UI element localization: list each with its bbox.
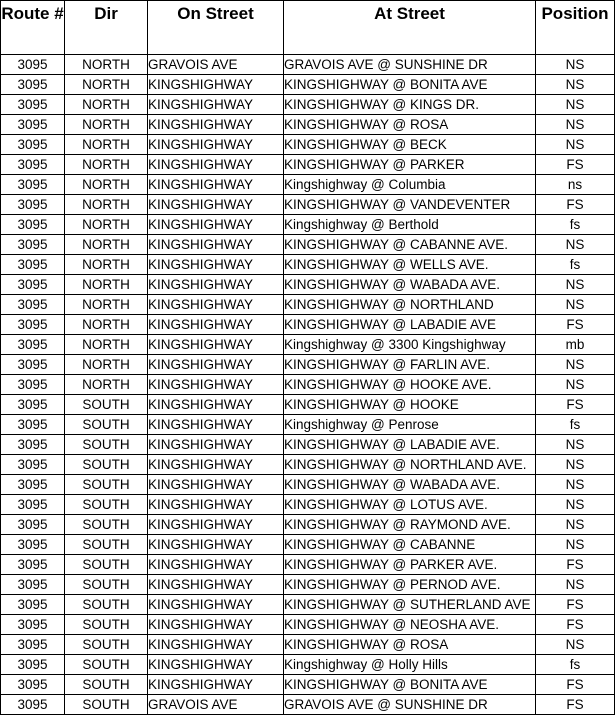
position-cell: NS bbox=[536, 355, 615, 375]
route-cell: 3095 bbox=[1, 495, 65, 515]
position-cell: NS bbox=[536, 535, 615, 555]
dir-cell: NORTH bbox=[65, 255, 148, 275]
position-cell: NS bbox=[536, 475, 615, 495]
position-cell: NS bbox=[536, 95, 615, 115]
position-cell: FS bbox=[536, 155, 615, 175]
dir-cell: NORTH bbox=[65, 55, 148, 75]
on-street-cell: KINGSHIGHWAY bbox=[148, 295, 284, 315]
dir-cell: SOUTH bbox=[65, 695, 148, 715]
position-cell: NS bbox=[536, 115, 615, 135]
at-street-cell: KINGSHIGHWAY @ HOOKE bbox=[284, 395, 536, 415]
on-street-cell: KINGSHIGHWAY bbox=[148, 655, 284, 675]
route-cell: 3095 bbox=[1, 235, 65, 255]
dir-cell: SOUTH bbox=[65, 655, 148, 675]
on-street-cell: KINGSHIGHWAY bbox=[148, 555, 284, 575]
on-street-cell: KINGSHIGHWAY bbox=[148, 195, 284, 215]
on-street-cell: KINGSHIGHWAY bbox=[148, 335, 284, 355]
table-row bbox=[1, 515, 615, 535]
route-cell: 3095 bbox=[1, 575, 65, 595]
dir-cell: NORTH bbox=[65, 175, 148, 195]
at-street-cell: KINGSHIGHWAY @ PERNOD AVE. bbox=[284, 575, 536, 595]
on-street-cell: KINGSHIGHWAY bbox=[148, 535, 284, 555]
at-street-cell: KINGSHIGHWAY @ LABADIE AVE. bbox=[284, 435, 536, 455]
table-row bbox=[1, 415, 615, 435]
on-street-cell: KINGSHIGHWAY bbox=[148, 275, 284, 295]
at-street-cell: GRAVOIS AVE @ SUNSHINE DR bbox=[284, 55, 536, 75]
route-cell: 3095 bbox=[1, 55, 65, 75]
table-row bbox=[1, 395, 615, 415]
dir-cell: SOUTH bbox=[65, 455, 148, 475]
table-row bbox=[1, 315, 615, 335]
position-cell: NS bbox=[536, 375, 615, 395]
position-cell: ns bbox=[536, 175, 615, 195]
at-street-cell: KINGSHIGHWAY @ WELLS AVE. bbox=[284, 255, 536, 275]
header-dir: Dir bbox=[65, 1, 148, 55]
at-street-cell: KINGSHIGHWAY @ CABANNE AVE. bbox=[284, 235, 536, 255]
table-row bbox=[1, 435, 615, 455]
at-street-cell: KINGSHIGHWAY @ LOTUS AVE. bbox=[284, 495, 536, 515]
at-street-cell: KINGSHIGHWAY @ FARLIN AVE. bbox=[284, 355, 536, 375]
table-row bbox=[1, 235, 615, 255]
position-cell: mb bbox=[536, 335, 615, 355]
on-street-cell: KINGSHIGHWAY bbox=[148, 315, 284, 335]
at-street-cell: Kingshighway @ Columbia bbox=[284, 175, 536, 195]
dir-cell: NORTH bbox=[65, 275, 148, 295]
dir-cell: NORTH bbox=[65, 195, 148, 215]
table-row bbox=[1, 575, 615, 595]
position-cell: fs bbox=[536, 415, 615, 435]
position-cell: FS bbox=[536, 695, 615, 715]
on-street-cell: KINGSHIGHWAY bbox=[148, 475, 284, 495]
on-street-cell: KINGSHIGHWAY bbox=[148, 595, 284, 615]
at-street-cell: KINGSHIGHWAY @ KINGS DR. bbox=[284, 95, 536, 115]
at-street-cell: KINGSHIGHWAY @ BONITA AVE bbox=[284, 75, 536, 95]
route-cell: 3095 bbox=[1, 355, 65, 375]
dir-cell: SOUTH bbox=[65, 595, 148, 615]
at-street-cell: KINGSHIGHWAY @ BONITA AVE bbox=[284, 675, 536, 695]
position-cell: fs bbox=[536, 215, 615, 235]
position-cell: NS bbox=[536, 455, 615, 475]
at-street-cell: Kingshighway @ Penrose bbox=[284, 415, 536, 435]
position-cell: NS bbox=[536, 275, 615, 295]
on-street-cell: KINGSHIGHWAY bbox=[148, 415, 284, 435]
at-street-cell: KINGSHIGHWAY @ RAYMOND AVE. bbox=[284, 515, 536, 535]
table-row bbox=[1, 495, 615, 515]
on-street-cell: KINGSHIGHWAY bbox=[148, 75, 284, 95]
header-on-street: On Street bbox=[148, 1, 284, 55]
route-cell: 3095 bbox=[1, 195, 65, 215]
route-cell: 3095 bbox=[1, 615, 65, 635]
at-street-cell: KINGSHIGHWAY @ PARKER AVE. bbox=[284, 555, 536, 575]
at-street-cell: KINGSHIGHWAY @ VANDEVENTER bbox=[284, 195, 536, 215]
table-row bbox=[1, 355, 615, 375]
table-row bbox=[1, 615, 615, 635]
at-street-cell: KINGSHIGHWAY @ SUTHERLAND AVE bbox=[284, 595, 536, 615]
route-cell: 3095 bbox=[1, 275, 65, 295]
dir-cell: NORTH bbox=[65, 95, 148, 115]
position-cell: NS bbox=[536, 235, 615, 255]
dir-cell: NORTH bbox=[65, 235, 148, 255]
header-row bbox=[1, 1, 615, 55]
table-row bbox=[1, 595, 615, 615]
dir-cell: NORTH bbox=[65, 155, 148, 175]
table-row bbox=[1, 655, 615, 675]
table-row bbox=[1, 175, 615, 195]
table-row bbox=[1, 535, 615, 555]
route-cell: 3095 bbox=[1, 435, 65, 455]
route-cell: 3095 bbox=[1, 555, 65, 575]
route-cell: 3095 bbox=[1, 415, 65, 435]
position-cell: FS bbox=[536, 615, 615, 635]
dir-cell: NORTH bbox=[65, 375, 148, 395]
route-cell: 3095 bbox=[1, 75, 65, 95]
route-cell: 3095 bbox=[1, 395, 65, 415]
route-cell: 3095 bbox=[1, 175, 65, 195]
at-street-cell: GRAVOIS AVE @ SUNSHINE DR bbox=[284, 695, 536, 715]
position-cell: fs bbox=[536, 255, 615, 275]
position-cell: NS bbox=[536, 435, 615, 455]
table-row bbox=[1, 475, 615, 495]
on-street-cell: KINGSHIGHWAY bbox=[148, 255, 284, 275]
table-row bbox=[1, 295, 615, 315]
at-street-cell: Kingshighway @ Berthold bbox=[284, 215, 536, 235]
route-cell: 3095 bbox=[1, 135, 65, 155]
dir-cell: NORTH bbox=[65, 295, 148, 315]
on-street-cell: KINGSHIGHWAY bbox=[148, 135, 284, 155]
table-row bbox=[1, 335, 615, 355]
at-street-cell: KINGSHIGHWAY @ PARKER bbox=[284, 155, 536, 175]
dir-cell: SOUTH bbox=[65, 515, 148, 535]
route-cell: 3095 bbox=[1, 115, 65, 135]
position-cell: NS bbox=[536, 515, 615, 535]
dir-cell: NORTH bbox=[65, 75, 148, 95]
table-row bbox=[1, 255, 615, 275]
header-at-street: At Street bbox=[284, 1, 536, 55]
at-street-cell: KINGSHIGHWAY @ ROSA bbox=[284, 635, 536, 655]
table-row bbox=[1, 555, 615, 575]
on-street-cell: KINGSHIGHWAY bbox=[148, 675, 284, 695]
on-street-cell: KINGSHIGHWAY bbox=[148, 515, 284, 535]
table-body bbox=[1, 55, 615, 715]
on-street-cell: GRAVOIS AVE bbox=[148, 55, 284, 75]
table-row bbox=[1, 115, 615, 135]
on-street-cell: KINGSHIGHWAY bbox=[148, 435, 284, 455]
route-cell: 3095 bbox=[1, 595, 65, 615]
on-street-cell: KINGSHIGHWAY bbox=[148, 95, 284, 115]
on-street-cell: KINGSHIGHWAY bbox=[148, 635, 284, 655]
at-street-cell: KINGSHIGHWAY @ NORTHLAND AVE. bbox=[284, 455, 536, 475]
table-row bbox=[1, 455, 615, 475]
at-street-cell: KINGSHIGHWAY @ ROSA bbox=[284, 115, 536, 135]
position-cell: FS bbox=[536, 555, 615, 575]
route-cell: 3095 bbox=[1, 295, 65, 315]
at-street-cell: KINGSHIGHWAY @ CABANNE bbox=[284, 535, 536, 555]
at-street-cell: KINGSHIGHWAY @ NORTHLAND bbox=[284, 295, 536, 315]
position-cell: NS bbox=[536, 135, 615, 155]
table-row bbox=[1, 95, 615, 115]
on-street-cell: KINGSHIGHWAY bbox=[148, 175, 284, 195]
position-cell: FS bbox=[536, 315, 615, 335]
dir-cell: SOUTH bbox=[65, 415, 148, 435]
route-cell: 3095 bbox=[1, 95, 65, 115]
on-street-cell: KINGSHIGHWAY bbox=[148, 575, 284, 595]
dir-cell: NORTH bbox=[65, 315, 148, 335]
at-street-cell: KINGSHIGHWAY @ WABADA AVE. bbox=[284, 475, 536, 495]
position-cell: NS bbox=[536, 55, 615, 75]
table-row bbox=[1, 375, 615, 395]
dir-cell: NORTH bbox=[65, 215, 148, 235]
at-street-cell: Kingshighway @ 3300 Kingshighway bbox=[284, 335, 536, 355]
on-street-cell: KINGSHIGHWAY bbox=[148, 455, 284, 475]
position-cell: FS bbox=[536, 195, 615, 215]
on-street-cell: KINGSHIGHWAY bbox=[148, 395, 284, 415]
table-row bbox=[1, 675, 615, 695]
on-street-cell: KINGSHIGHWAY bbox=[148, 215, 284, 235]
at-street-cell: KINGSHIGHWAY @ NEOSHA AVE. bbox=[284, 615, 536, 635]
dir-cell: NORTH bbox=[65, 135, 148, 155]
dir-cell: SOUTH bbox=[65, 615, 148, 635]
on-street-cell: GRAVOIS AVE bbox=[148, 695, 284, 715]
route-cell: 3095 bbox=[1, 315, 65, 335]
position-cell: NS bbox=[536, 575, 615, 595]
position-cell: NS bbox=[536, 295, 615, 315]
on-street-cell: KINGSHIGHWAY bbox=[148, 615, 284, 635]
route-cell: 3095 bbox=[1, 515, 65, 535]
dir-cell: SOUTH bbox=[65, 495, 148, 515]
position-cell: FS bbox=[536, 595, 615, 615]
dir-cell: NORTH bbox=[65, 335, 148, 355]
route-cell: 3095 bbox=[1, 215, 65, 235]
dir-cell: SOUTH bbox=[65, 395, 148, 415]
table-row bbox=[1, 135, 615, 155]
on-street-cell: KINGSHIGHWAY bbox=[148, 235, 284, 255]
header-position: Position bbox=[536, 1, 615, 55]
table-row bbox=[1, 635, 615, 655]
table-row bbox=[1, 75, 615, 95]
route-cell: 3095 bbox=[1, 255, 65, 275]
at-street-cell: KINGSHIGHWAY @ BECK bbox=[284, 135, 536, 155]
dir-cell: SOUTH bbox=[65, 435, 148, 455]
dir-cell: SOUTH bbox=[65, 475, 148, 495]
route-cell: 3095 bbox=[1, 535, 65, 555]
on-street-cell: KINGSHIGHWAY bbox=[148, 375, 284, 395]
table-row bbox=[1, 695, 615, 715]
position-cell: FS bbox=[536, 395, 615, 415]
on-street-cell: KINGSHIGHWAY bbox=[148, 355, 284, 375]
dir-cell: SOUTH bbox=[65, 555, 148, 575]
route-cell: 3095 bbox=[1, 375, 65, 395]
dir-cell: NORTH bbox=[65, 115, 148, 135]
route-cell: 3095 bbox=[1, 335, 65, 355]
position-cell: NS bbox=[536, 75, 615, 95]
route-cell: 3095 bbox=[1, 675, 65, 695]
at-street-cell: Kingshighway @ Holly Hills bbox=[284, 655, 536, 675]
position-cell: NS bbox=[536, 635, 615, 655]
table-row bbox=[1, 155, 615, 175]
at-street-cell: KINGSHIGHWAY @ WABADA AVE. bbox=[284, 275, 536, 295]
route-cell: 3095 bbox=[1, 455, 65, 475]
table-row bbox=[1, 55, 615, 75]
route-cell: 3095 bbox=[1, 695, 65, 715]
dir-cell: NORTH bbox=[65, 355, 148, 375]
header-route: Route # bbox=[1, 1, 65, 55]
dir-cell: SOUTH bbox=[65, 535, 148, 555]
dir-cell: SOUTH bbox=[65, 575, 148, 595]
on-street-cell: KINGSHIGHWAY bbox=[148, 115, 284, 135]
route-cell: 3095 bbox=[1, 475, 65, 495]
position-cell: FS bbox=[536, 675, 615, 695]
dir-cell: SOUTH bbox=[65, 635, 148, 655]
dir-cell: SOUTH bbox=[65, 675, 148, 695]
table-row bbox=[1, 215, 615, 235]
table-row bbox=[1, 195, 615, 215]
route-cell: 3095 bbox=[1, 635, 65, 655]
position-cell: NS bbox=[536, 495, 615, 515]
route-cell: 3095 bbox=[1, 655, 65, 675]
table-row bbox=[1, 275, 615, 295]
on-street-cell: KINGSHIGHWAY bbox=[148, 155, 284, 175]
on-street-cell: KINGSHIGHWAY bbox=[148, 495, 284, 515]
at-street-cell: KINGSHIGHWAY @ LABADIE AVE bbox=[284, 315, 536, 335]
route-cell: 3095 bbox=[1, 155, 65, 175]
position-cell: fs bbox=[536, 655, 615, 675]
at-street-cell: KINGSHIGHWAY @ HOOKE AVE. bbox=[284, 375, 536, 395]
